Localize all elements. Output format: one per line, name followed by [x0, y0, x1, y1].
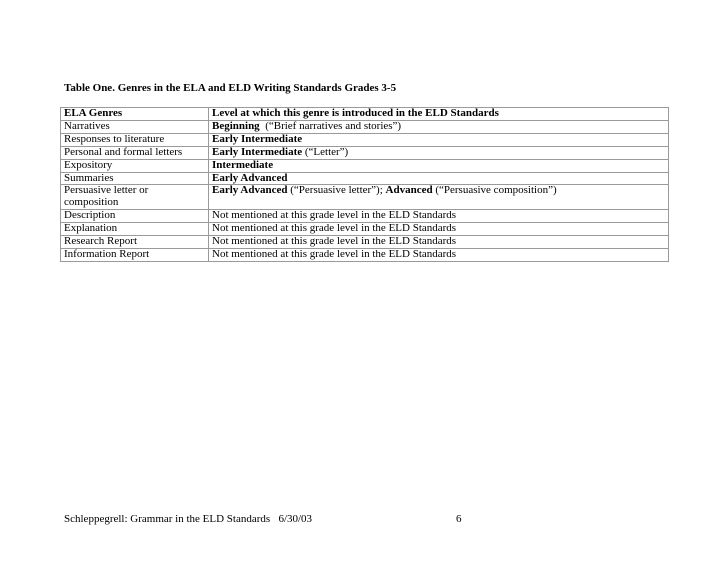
- genre-cell: Information Report: [61, 248, 209, 261]
- table-row: [61, 248, 669, 261]
- footer-running-text: Schleppegrell: Grammar in the ELD Standards 6/30/03: [64, 513, 313, 525]
- level-cell: [209, 159, 669, 172]
- level-bold: Early Advanced: [212, 184, 288, 197]
- level-cell: Not mentioned at this grade level in the ELD Standards: [209, 248, 669, 261]
- level-cell: [209, 146, 669, 159]
- level-bold: Beginning: [212, 119, 260, 132]
- level-bold-secondary: Advanced: [385, 184, 433, 197]
- level-cell: [209, 120, 669, 133]
- level-cell: Not mentioned at this grade level in the ELD Standards: [209, 236, 669, 249]
- genre-cell: Research Report: [61, 236, 209, 249]
- table-header-row: [61, 108, 669, 121]
- level-cell: [209, 172, 669, 185]
- table-row: [61, 133, 669, 146]
- level-note: (“Brief narratives and stories”): [259, 119, 402, 132]
- genre-cell: Personal and formal letters: [61, 146, 209, 159]
- table-row: [61, 185, 669, 210]
- level-cell: Not mentioned at this grade level in the ELD Standards: [209, 210, 669, 223]
- table-row: [61, 146, 669, 159]
- level-bold: Early Intermediate: [212, 132, 303, 145]
- level-bold: Intermediate: [212, 158, 274, 171]
- table-row: [61, 210, 669, 223]
- table-row: [61, 159, 669, 172]
- level-note: (“Persuasive letter”);: [287, 184, 386, 197]
- genre-cell: Responses to literature: [61, 133, 209, 146]
- header-ela-genres: ELA Genres: [61, 108, 209, 121]
- table-caption: Table One. Genres in the ELA and ELD Writing Standards Grades 3-5: [64, 82, 397, 94]
- genre-cell: Expository: [61, 159, 209, 172]
- level-bold: Early Advanced: [212, 171, 288, 184]
- genre-cell: Description: [61, 210, 209, 223]
- level-cell: Not mentioned at this grade level in the ELD Standards: [209, 223, 669, 236]
- genre-cell: Persuasive letter or composition: [61, 185, 209, 210]
- level-note: (“Letter”): [302, 145, 349, 158]
- genre-cell: Narratives: [61, 120, 209, 133]
- table-row: [61, 120, 669, 133]
- level-cell: [209, 133, 669, 146]
- level-note-secondary: (“Persuasive composition”): [432, 184, 557, 197]
- table-row: [61, 236, 669, 249]
- header-eld-level: Level at which this genre is introduced in the ELD Standards: [209, 108, 669, 121]
- genre-cell: Explanation: [61, 223, 209, 236]
- genre-cell: Summaries: [61, 172, 209, 185]
- footer-page-number: 6: [456, 513, 462, 525]
- table-row: [61, 172, 669, 185]
- level-cell: [209, 185, 669, 210]
- level-bold: Early Intermediate: [212, 145, 303, 158]
- genres-table: [60, 107, 669, 262]
- table-row: [61, 223, 669, 236]
